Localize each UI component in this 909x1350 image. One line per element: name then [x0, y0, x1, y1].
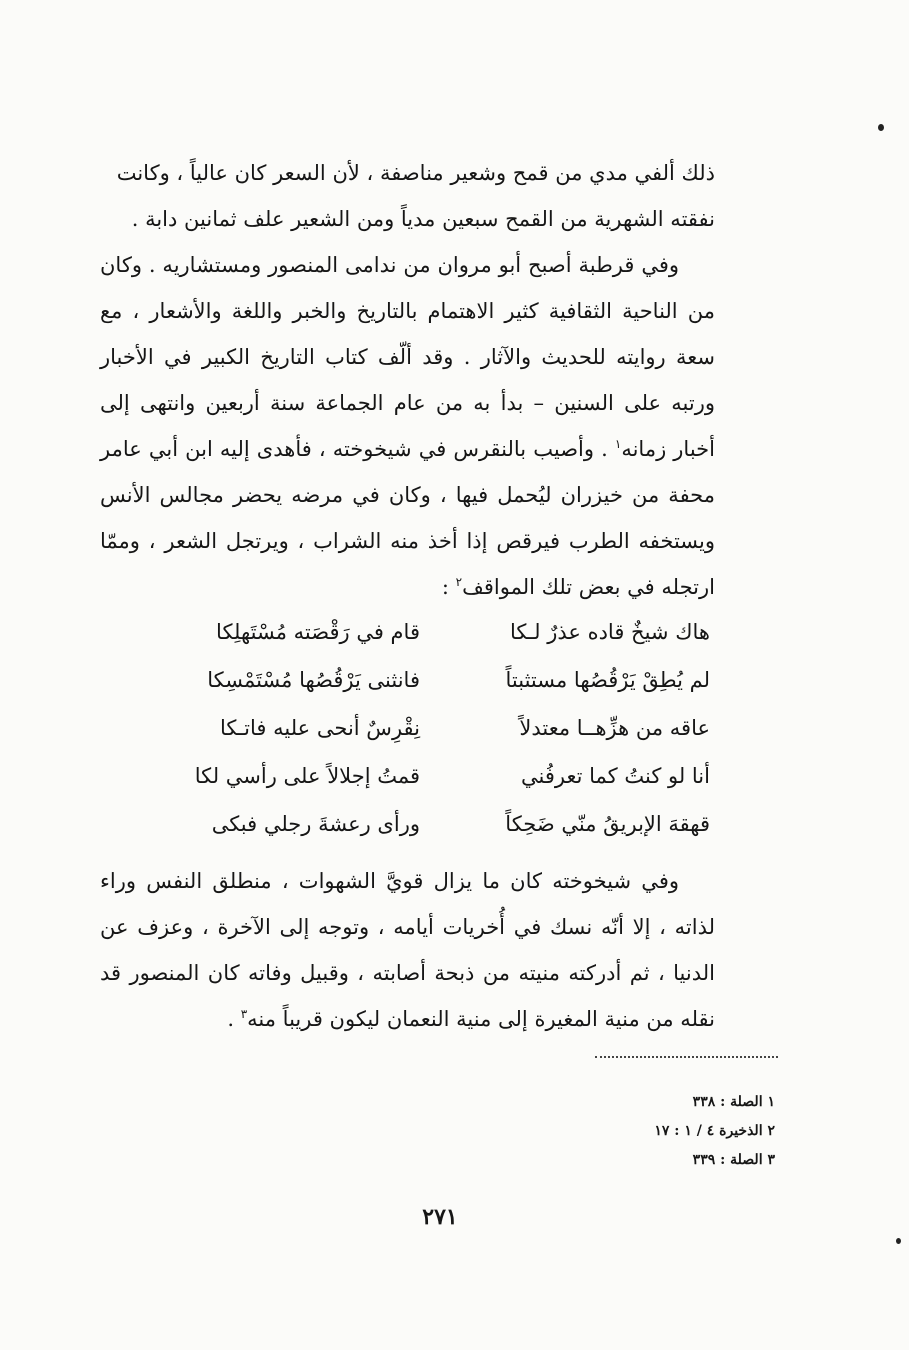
verse-second-hemistich: فانثنى يَرْقُصُها مُسْتَمْسِكا	[207, 668, 420, 692]
verse-first-hemistich: هاك شيخٌ قاده عذرٌ لـكا	[509, 620, 710, 644]
scan-speck	[878, 124, 884, 131]
verse-first-hemistich: لم يُطِقْ يَرْقُصُها مستثبتاً	[505, 668, 710, 692]
poem-verse	[150, 752, 710, 800]
verse-first-hemistich: قهقهَ الإبريقُ منّي ضَحِكاً	[505, 812, 710, 836]
poem-verse	[150, 656, 710, 704]
paragraph-3	[100, 858, 715, 1042]
poem-verse	[150, 608, 710, 656]
paragraph-3-text-b: .	[227, 1007, 235, 1031]
paragraph-1	[100, 150, 715, 242]
paragraph-2-text-c: :	[441, 575, 449, 599]
paragraph-2-text-b: . وأصيب بالنقرس في شيخوخته ، فأهدى إليه ابن أبي عامر محفة من خيزران ليُحمل فيها ، وكان في مرضه يحضر مجالس الأنس ويستخفه الطرب فيرقص إذا أخذ منه الشراب ، ويرتجل الشعر ، وممّا ارتجله في بعض تلك المواقف	[100, 437, 715, 599]
footnote-ref-3: ٣	[240, 1007, 248, 1021]
scan-speck	[896, 1238, 901, 1244]
footnote-2: ٢ الذخيرة ٤ / ١ : ١٧	[654, 1123, 775, 1139]
paragraph-2-text-a: وفي قرطبة أصبح أبو مروان من ندامى المنصور ومستشاريه . وكان من الناحية الثقافية كثير الاهتمام بالتاريخ والخبر واللغة والأشعار ، مع سعة روايته للحديث والآثار . وقد ألّف كتاب التاريخ الكبير في الأخبار ورتبه على السنين – بدأ به من عام الجماعة سنة أربعين وانتهى إلى أخبار زمانه	[100, 253, 715, 461]
verse-second-hemistich: نِقْرِسٌ أنحى عليه فاتـكا	[220, 716, 420, 740]
footnotes	[540, 1088, 775, 1175]
footnote-3: ٣ الصلة : ٣٣٩	[692, 1152, 775, 1168]
closing-text	[100, 858, 715, 1042]
poem-verse	[150, 800, 710, 848]
paragraph-3-text-a: وفي شيخوخته كان ما يزال قويَّ الشهوات ، منطلق النفس وراء لذاته ، إلا أنّه نسك في أُخريات أيامه ، وتوجه إلى الآخرة ، وعزف عن الدنيا ، ثم أدركته منيته من ذبحة أصابته ، وقبيل وفاته كان المنصور قد نقله من منية المغيرة إلى منية النعمان ليكون قريباً منه	[100, 869, 715, 1031]
main-text	[100, 150, 715, 610]
verse-first-hemistich: أنا لو كنتُ كما تعرفُني	[521, 764, 710, 788]
poem	[150, 608, 710, 848]
footnote-ref-2: ٢	[455, 575, 463, 589]
footnote-1: ١ الصلة : ٣٣٨	[692, 1094, 775, 1110]
paragraph-2	[100, 242, 715, 610]
page-number: ٢٧١	[422, 1204, 458, 1230]
verse-second-hemistich: قام في رَقْصَته مُسْتَهلِكا	[216, 620, 420, 644]
paragraph-1-line-2: نفقته الشهرية من القمح سبعين مدياً ومن الشعير علف ثمانين دابة .	[131, 207, 715, 231]
verse-second-hemistich: قمتُ إجلالاً على رأسي لكا	[194, 764, 420, 788]
footnote-separator	[595, 1056, 778, 1058]
footnote-ref-1: ١	[614, 437, 622, 451]
paragraph-1-line-1: ذلك ألفي مدي من قمح وشعير مناصفة ، لأن السعر كان عالياً ، وكانت	[116, 161, 715, 185]
verse-first-hemistich: عاقه من هزِّهــا معتدلاً	[519, 716, 710, 740]
verse-second-hemistich: ورأى رعشةَ رجلي فبكى	[211, 812, 420, 836]
poem-verse	[150, 704, 710, 752]
